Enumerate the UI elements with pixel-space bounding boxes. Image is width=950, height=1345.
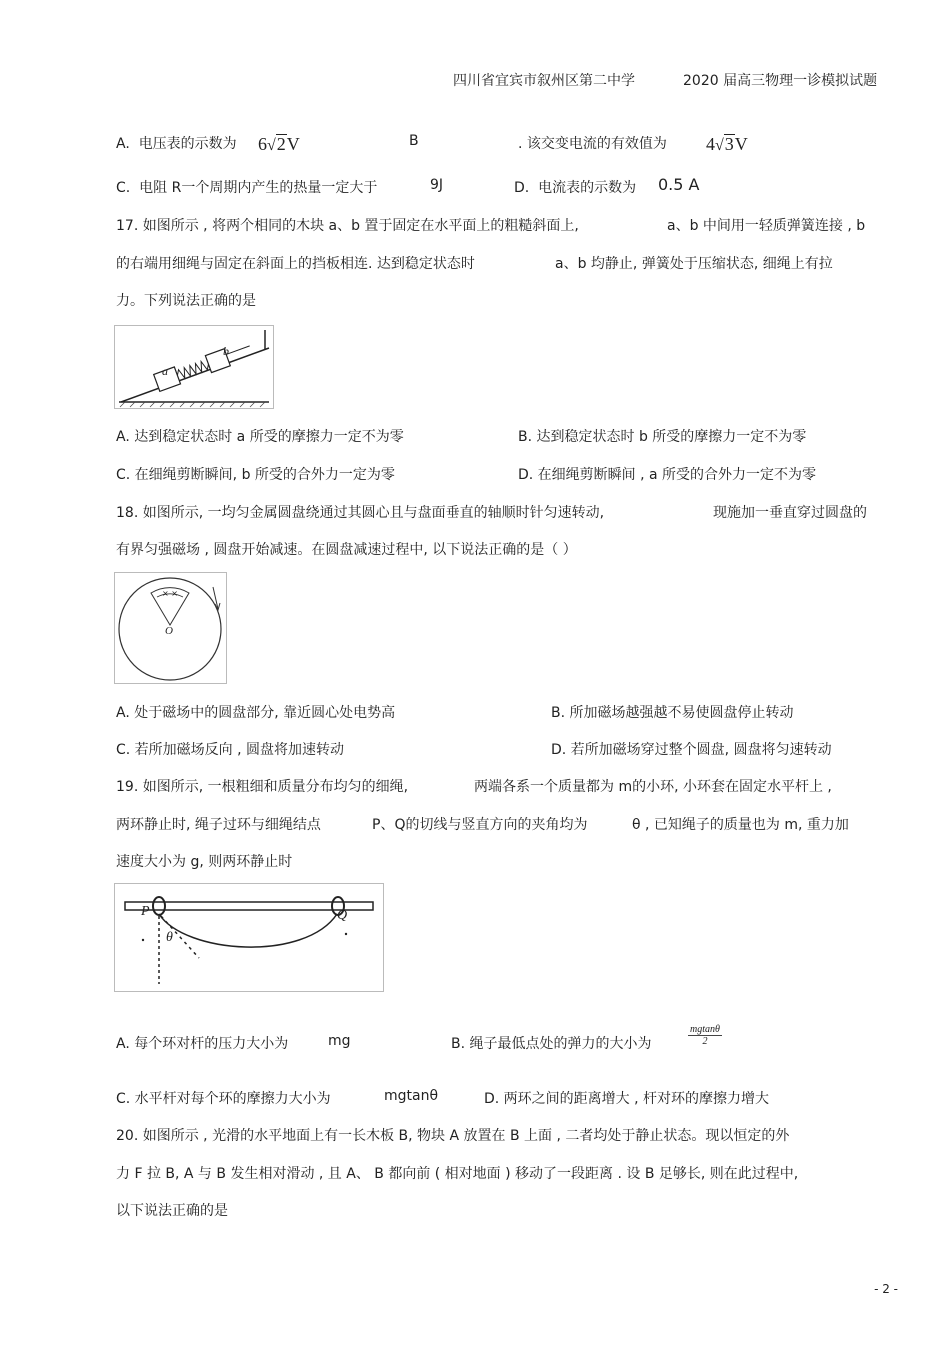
ring-q-label: Q [337, 908, 348, 923]
ring-p-label: P [141, 904, 150, 919]
q19-option-a [116, 1033, 288, 1053]
option-text: 电压表的示数为 [138, 136, 237, 152]
q16-option-b-text: . 该交变电流的有效值为 [518, 136, 667, 152]
q19-option-c: C. 水平杆对每个环的摩擦力大小为 [116, 1091, 331, 1107]
q16-option-d [514, 177, 636, 197]
page-number: - 2 - [874, 1282, 898, 1296]
q18-option-d: D. 若所加磁场穿过整个圆盘, 圆盘将匀速转动 [551, 742, 832, 758]
option-text: A. 每个环对杆的压力大小为 [116, 1036, 289, 1052]
option-text: 电阻 R一个周期内产生的热量一定大于 [139, 180, 378, 196]
q18-line2: 有界匀强磁场 , 圆盘开始减速。在圆盘减速过程中, 以下说法正确的是（ ） [116, 542, 577, 558]
q19-line1b: 两端各系一个质量都为 m的小环, 小环套在固定水平杆上 , [474, 779, 832, 795]
q17-line1b: a、b 中间用一轻质弹簧连接 , b [667, 218, 866, 234]
q16-option-c-value: 9J [430, 177, 444, 193]
q19-option-b: B. 绳子最低点处的弹力的大小为 [451, 1036, 652, 1052]
q18-line1a: 18. 如图所示, 一均匀金属圆盘绕通过其圆心且与盘面垂直的轴顺时针匀速转动, [116, 505, 605, 521]
radicand: 3 [724, 134, 734, 154]
unit: V [286, 134, 300, 154]
block-b-label: b [223, 344, 229, 358]
q17-option-c: C. 在细绳剪断瞬间, b 所受的合外力一定为零 [116, 467, 395, 483]
q17-figure [114, 325, 274, 409]
option-label: A. [116, 136, 130, 152]
q18-line1b: 现施加一垂直穿过圆盘的 [713, 505, 867, 521]
q17-line1a: 17. 如图所示 , 将两个相同的木块 a、b 置于固定在水平面上的粗糙斜面上, [116, 218, 579, 234]
radicand: 2 [276, 134, 286, 154]
q20-line2: 力 F 拉 B, A 与 B 发生相对滑动 , 且 A、 B 都向前 ( 相对地面 ) 移动了一段距离 . 设 B 足够长, 则在此过程中, [116, 1166, 799, 1182]
q17-option-d: D. 在细绳剪断瞬间 , a 所受的合外力一定不为零 [518, 467, 817, 483]
q19-line2a: 两环静止时, 绳子过环与细绳结点 [116, 817, 321, 833]
q19-line2c: θ , 已知绳子的质量也为 m, 重力加 [632, 817, 849, 833]
q17-line2b: a、b 均静止, 弹簧处于压缩状态, 细绳上有拉 [555, 256, 833, 272]
q19-figure [114, 883, 384, 992]
option-label: C. [116, 180, 131, 196]
q19-option-c-value: mgtanθ [384, 1088, 439, 1104]
q19-line1a: 19. 如图所示, 一根粗细和质量分布均匀的细绳, [116, 779, 409, 795]
header-exam: 2020 届高三物理一诊模拟试题 [683, 73, 878, 89]
unit: V [734, 134, 748, 154]
q18-option-b: B. 所加磁场越强越不易使圆盘停止转动 [551, 705, 794, 721]
angle-theta-label: θ [166, 930, 173, 945]
header-school: 四川省宜宾市叙州区第二中学 [453, 73, 635, 89]
q19-line2b: P、Q的切线与竖直方向的夹角均为 [372, 817, 588, 833]
q19-option-b-fraction [688, 1024, 722, 1047]
block-a-label: a [162, 364, 168, 378]
option-label: D. [514, 180, 530, 196]
option-text: 电流表的示数为 [538, 180, 637, 196]
q18-figure [114, 572, 227, 684]
q19-line3: 速度大小为 g, 则两环静止时 [116, 854, 293, 870]
q18-option-a: A. 处于磁场中的圆盘部分, 靠近圆心处电势高 [116, 705, 396, 721]
q16-option-a-value: 6√2V [258, 134, 300, 154]
q17-option-a: A. 达到稳定状态时 a 所受的摩擦力一定不为零 [116, 429, 404, 445]
q17-line2a: 的右端用细绳与固定在斜面上的挡板相连. 达到稳定状态时 [116, 256, 475, 272]
coef: 4 [706, 134, 715, 154]
incline-diagram [115, 326, 273, 408]
q19-option-d: D. 两环之间的距离增大 , 杆对环的摩擦力增大 [484, 1091, 770, 1107]
coef: 6 [258, 134, 267, 154]
q16-option-b-label: B [409, 133, 419, 149]
q16-option-c [116, 177, 377, 197]
q16-option-b-value: 4√3V [706, 134, 748, 154]
page-header [453, 70, 877, 90]
q20-line1: 20. 如图所示 , 光滑的水平地面上有一长木板 B, 物块 A 放置在 B 上面 , 二者均处于静止状态。现以恒定的外 [116, 1128, 790, 1144]
q17-line3: 力。下列说法正确的是 [116, 293, 256, 309]
q20-line3: 以下说法正确的是 [116, 1203, 228, 1219]
center-o-label: O [165, 625, 173, 637]
field-marks: × × [162, 589, 178, 598]
q17-option-b: B. 达到稳定状态时 b 所受的摩擦力一定不为零 [518, 429, 807, 445]
q18-option-c: C. 若所加磁场反向 , 圆盘将加速转动 [116, 742, 345, 758]
fraction-numerator: mgtanθ [690, 1024, 720, 1035]
q16-option-a [116, 133, 237, 153]
fraction-denominator: 2 [702, 1036, 708, 1047]
q16-option-d-value: 0.5 A [658, 175, 700, 194]
q19-option-a-value: mg [328, 1033, 351, 1049]
rope-diagram [115, 884, 383, 991]
